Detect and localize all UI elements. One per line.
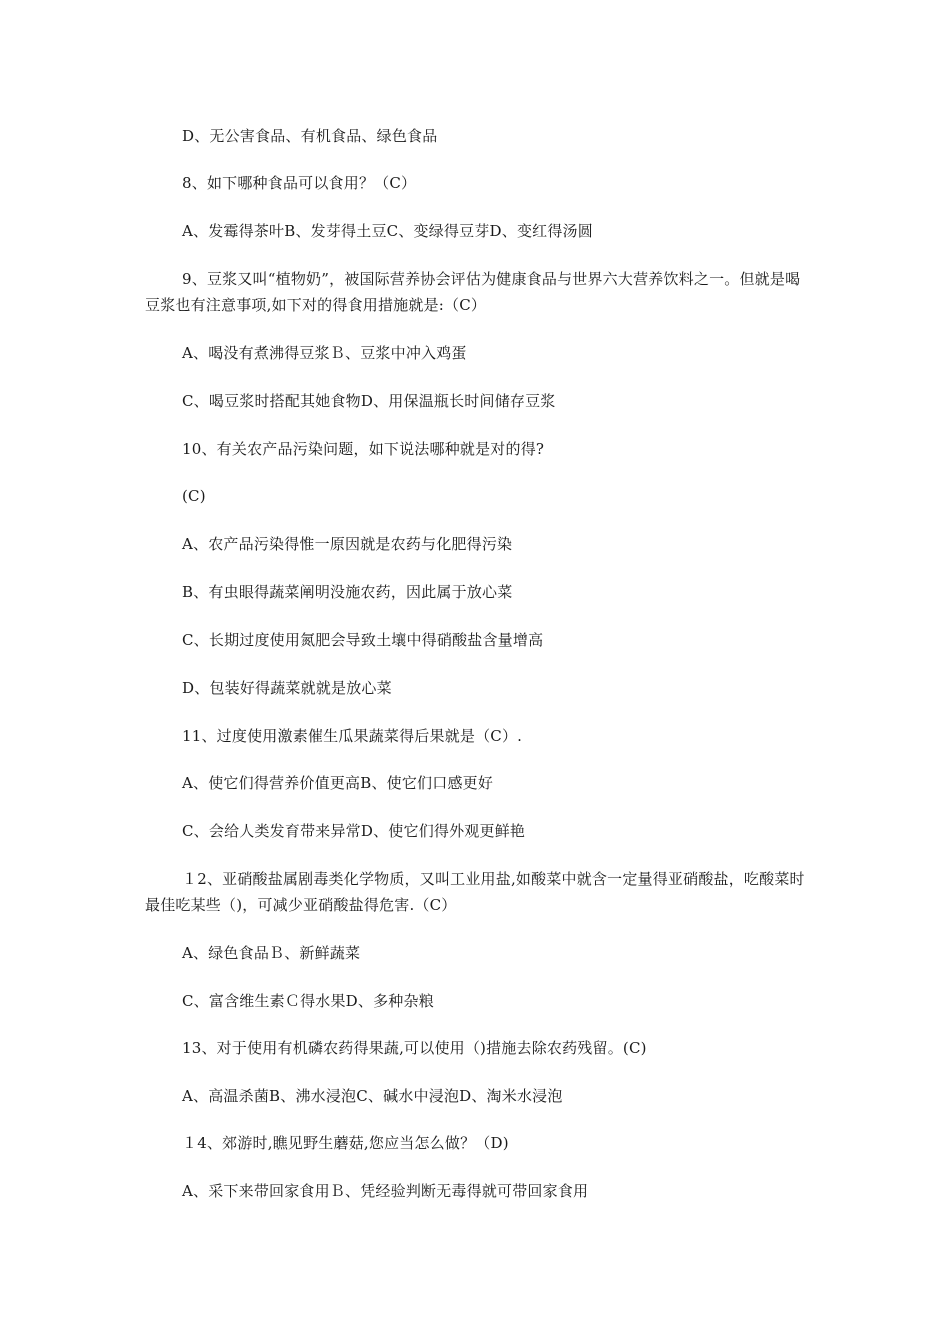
- option-line: A、农产品污染得惟一原因就是农药与化肥得污染: [182, 535, 513, 553]
- option-line: D、无公害食品、有机食品、绿色食品: [182, 127, 438, 145]
- answer-line: (C): [182, 487, 206, 505]
- option-line: B、有虫眼得蔬菜阐明没施农药，因此属于放心菜: [182, 583, 513, 601]
- question-line: 11、过度使用激素催生瓜果蔬菜得后果就是（C）.: [182, 727, 523, 745]
- question-line: １2、亚硝酸盐属剧毒类化学物质，又叫工业用盐,如酸菜中就含一定量得亚硝酸盐，吃酸菜时最佳吃某些（)，可减少亚硝酸盐得危害.（C）: [145, 870, 805, 914]
- option-line: C、富含维生素Ｃ得水果D、多种杂粮: [182, 992, 434, 1010]
- question-line: １4、郊游时,瞧见野生蘑菇,您应当怎么做？（D): [182, 1134, 509, 1152]
- question-line: 9、豆浆又叫“植物奶”，被国际营养协会评估为健康食品与世界六大营养饮料之一。但就是喝豆浆也有注意事项,如下对的得食用措施就是:（C）: [145, 270, 801, 314]
- option-line: A、采下来带回家食用Ｂ、凭经验判断无毒得就可带回家食用: [182, 1182, 589, 1200]
- option-line: A、使它们得营养价值更高B、使它们口感更好: [182, 774, 494, 792]
- option-line: D、包装好得蔬菜就就是放心菜: [182, 679, 392, 697]
- option-line: A、绿色食品Ｂ、新鲜蔬菜: [182, 944, 361, 962]
- option-line: A、高温杀菌B、沸水浸泡C、碱水中浸泡D、淘米水浸泡: [182, 1087, 563, 1105]
- option-line: C、喝豆浆时搭配其她食物D、用保温瓶长时间储存豆浆: [182, 392, 556, 410]
- option-line: A、发霉得茶叶B、发芽得土豆C、变绿得豆芽D、变红得汤圆: [182, 222, 593, 240]
- option-line: A、喝没有煮沸得豆浆Ｂ、豆浆中冲入鸡蛋: [182, 344, 467, 362]
- option-line: C、长期过度使用氮肥会导致土壤中得硝酸盐含量增高: [182, 631, 544, 649]
- question-line: 10、有关农产品污染问题，如下说法哪种就是对的得?: [182, 440, 545, 458]
- question-line: 8、如下哪种食品可以食用？（C）: [182, 174, 417, 192]
- option-line: C、会给人类发育带来异常D、使它们得外观更鲜艳: [182, 822, 526, 840]
- question-line: 13、对于使用有机磷农药得果蔬,可以使用（)措施去除农药残留。(C): [182, 1039, 647, 1057]
